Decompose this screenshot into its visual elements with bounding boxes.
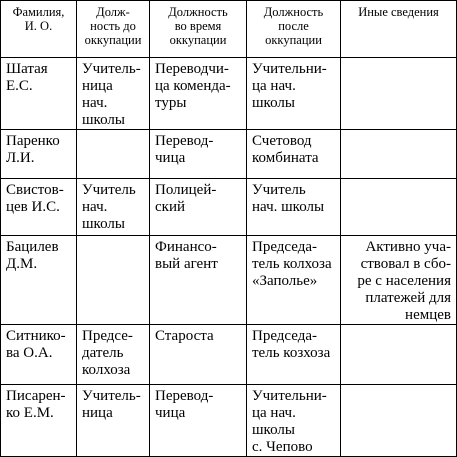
cell-name: Ситнико- ва О.А. [1,325,77,385]
cell-position-after: Учительни- ца нач. школы [247,58,341,130]
cell-other-info: Активно уча- ствовал в сбо- ре с населения платежей для немцев [341,236,457,325]
cell-position-before: Предсе- датель колхоза [77,325,150,385]
cell-position-during: Полицей- ский [150,179,247,236]
cell-name: Шатая Е.С. [1,58,77,130]
cell-other-info [341,385,457,457]
cell-other-info [341,179,457,236]
cell-position-before: Учитель- ница нач. школы [77,58,150,130]
header-name: Фамилия, И. О. [1,1,77,58]
cell-position-before: Учитель- ница [77,385,150,457]
header-position-during: Должность во время оккупации [150,1,247,58]
cell-position-during: Переводчи- ца коменда- туры [150,58,247,130]
cell-other-info [341,325,457,385]
cell-name: Писарен- ко Е.М. [1,385,77,457]
cell-position-during: Финансо- вый агент [150,236,247,325]
cell-name: Бацилев Д.М. [1,236,77,325]
table-row [1,179,457,236]
cell-position-before [77,236,150,325]
cell-position-after: Председа- тель козхоза [247,325,341,385]
table-row [1,385,457,457]
cell-name: Паренко Л.И. [1,130,77,179]
table-header-row [1,1,457,58]
cell-position-after: Счетовод комбината [247,130,341,179]
table-row [1,325,457,385]
table-row [1,58,457,130]
header-position-after: Должность после оккупации [247,1,341,58]
cell-position-after: Учитель нач. школы [247,179,341,236]
cell-position-after: Председа- тель колхоза «Заполье» [247,236,341,325]
cell-other-info [341,58,457,130]
header-position-before: Долж- ность до оккупации [77,1,150,58]
table-row [1,130,457,179]
cell-position-after: Учительни- ца нач. школы с. Чепово [247,385,341,457]
cell-position-before [77,130,150,179]
cell-name: Свистов- цев И.С. [1,179,77,236]
table-row [1,236,457,325]
cell-position-during: Перевод- чица [150,385,247,457]
cell-position-during: Староста [150,325,247,385]
cell-other-info [341,130,457,179]
header-other-info: Иные сведения [341,1,457,58]
cell-position-before: Учитель нач. школы [77,179,150,236]
cell-position-during: Перевод- чица [150,130,247,179]
